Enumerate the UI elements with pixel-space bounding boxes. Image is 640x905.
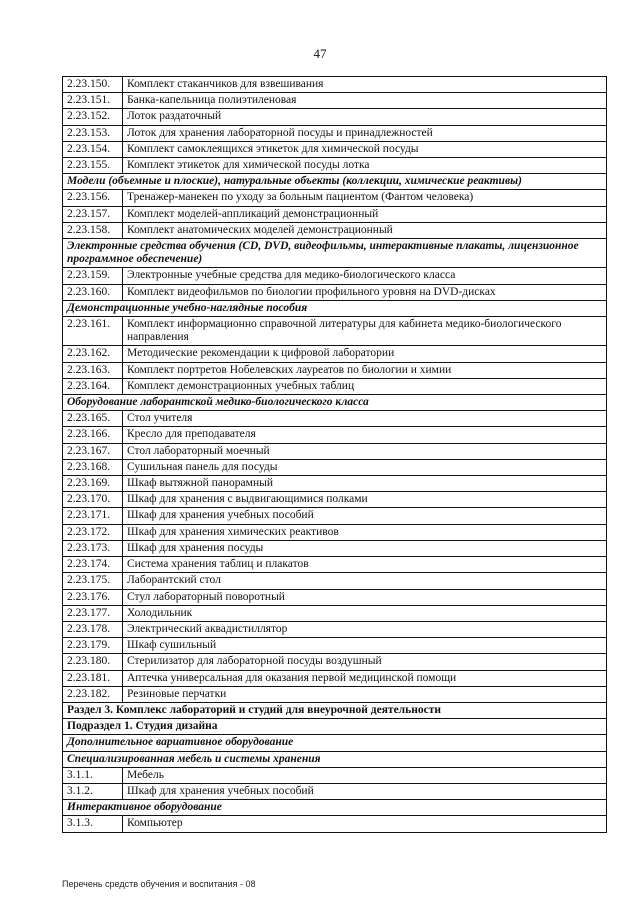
category-row — [63, 800, 607, 816]
table-row — [63, 783, 607, 799]
table-row — [63, 654, 607, 670]
table-row — [63, 411, 607, 427]
item-name: Комплект этикеток для химической посуды лотка — [123, 158, 607, 174]
item-name: Шкаф для хранения с выдвигающимися полками — [123, 492, 607, 508]
item-number: 2.23.182. — [63, 686, 123, 702]
item-number: 2.23.166. — [63, 427, 123, 443]
table-row — [63, 508, 607, 524]
item-name: Банка-капельница полиэтиленовая — [123, 93, 607, 109]
item-number: 2.23.150. — [63, 77, 123, 93]
item-number: 2.23.178. — [63, 621, 123, 637]
category-heading: Демонстрационные учебно-наглядные пособия — [63, 300, 607, 316]
item-name: Комплект портретов Нобелевских лауреатов по биологии и химии — [123, 362, 607, 378]
item-number: 3.1.1. — [63, 767, 123, 783]
item-number: 2.23.173. — [63, 540, 123, 556]
table-row — [63, 222, 607, 238]
item-name: Аптечка универсальная для оказания первой медицинской помощи — [123, 670, 607, 686]
table-row — [63, 443, 607, 459]
item-number: 2.23.158. — [63, 222, 123, 238]
item-number: 2.23.164. — [63, 378, 123, 394]
item-name: Лоток для хранения лабораторной посуды и принадлежностей — [123, 125, 607, 141]
category-row — [63, 300, 607, 316]
category-heading: Модели (объемные и плоские), натуральные объекты (коллекции, химические реактивы) — [63, 174, 607, 190]
item-name: Лоток раздаточный — [123, 109, 607, 125]
category-heading: Оборудование лаборантской медико-биологического класса — [63, 395, 607, 411]
category-row — [63, 735, 607, 751]
item-name: Мебель — [123, 767, 607, 783]
table-row — [63, 109, 607, 125]
item-number: 2.23.168. — [63, 459, 123, 475]
item-number: 2.23.180. — [63, 654, 123, 670]
item-number: 2.23.165. — [63, 411, 123, 427]
item-name: Тренажер-манекен по уходу за больным пациентом (Фантом человека) — [123, 190, 607, 206]
item-number: 2.23.160. — [63, 284, 123, 300]
item-name: Холодильник — [123, 605, 607, 621]
table-row — [63, 621, 607, 637]
item-name: Комплект информационно справочной литературы для кабинета медико-биологического направления — [123, 317, 607, 346]
section-heading-row — [63, 719, 607, 735]
item-name: Система хранения таблиц и плакатов — [123, 557, 607, 573]
item-name: Шкаф для хранения химических реактивов — [123, 524, 607, 540]
item-name: Шкаф для хранения учебных пособий — [123, 508, 607, 524]
table-row — [63, 492, 607, 508]
item-name: Стол лабораторный моечный — [123, 443, 607, 459]
item-name: Стерилизатор для лабораторной посуды воздушный — [123, 654, 607, 670]
item-number: 2.23.157. — [63, 206, 123, 222]
category-heading: Специализированная мебель и системы хранения — [63, 751, 607, 767]
category-heading: Интерактивное оборудование — [63, 800, 607, 816]
equipment-table — [62, 76, 607, 833]
item-number: 2.23.175. — [63, 573, 123, 589]
item-number: 2.23.167. — [63, 443, 123, 459]
item-number: 2.23.162. — [63, 346, 123, 362]
item-name: Шкаф для хранения посуды — [123, 540, 607, 556]
item-name: Сушильная панель для посуды — [123, 459, 607, 475]
item-name: Комплект демонстрационных учебных таблиц — [123, 378, 607, 394]
item-number: 2.23.177. — [63, 605, 123, 621]
table-row — [63, 206, 607, 222]
section-heading: Подраздел 1. Студия дизайна — [63, 719, 607, 735]
item-number: 2.23.155. — [63, 158, 123, 174]
item-name: Комплект моделей-аппликаций демонстрационный — [123, 206, 607, 222]
item-number: 2.23.172. — [63, 524, 123, 540]
item-number: 2.23.179. — [63, 638, 123, 654]
table-row — [63, 317, 607, 346]
table-row — [63, 362, 607, 378]
table-row — [63, 767, 607, 783]
item-number: 2.23.169. — [63, 476, 123, 492]
table-row — [63, 378, 607, 394]
item-number: 2.23.163. — [63, 362, 123, 378]
category-heading: Дополнительное вариативное оборудование — [63, 735, 607, 751]
table-row — [63, 816, 607, 832]
item-name: Шкаф сушильный — [123, 638, 607, 654]
item-number: 2.23.159. — [63, 268, 123, 284]
item-number: 2.23.171. — [63, 508, 123, 524]
item-name: Комплект стаканчиков для взвешивания — [123, 77, 607, 93]
item-number: 2.23.161. — [63, 317, 123, 346]
category-row — [63, 174, 607, 190]
item-number: 2.23.153. — [63, 125, 123, 141]
item-number: 2.23.181. — [63, 670, 123, 686]
page-number: 47 — [313, 46, 327, 61]
item-name: Стул лабораторный поворотный — [123, 589, 607, 605]
table-row — [63, 524, 607, 540]
item-name: Электронные учебные средства для медико-биологического класса — [123, 268, 607, 284]
table-row — [63, 459, 607, 475]
table-row — [63, 686, 607, 702]
section-heading-row — [63, 702, 607, 718]
item-number: 2.23.156. — [63, 190, 123, 206]
table-row — [63, 190, 607, 206]
table-row — [63, 158, 607, 174]
item-name: Электрический аквадистиллятор — [123, 621, 607, 637]
category-row — [63, 395, 607, 411]
equipment-table-body — [63, 77, 607, 833]
table-row — [63, 284, 607, 300]
item-name: Стол учителя — [123, 411, 607, 427]
item-name: Шкаф для хранения учебных пособий — [123, 783, 607, 799]
category-heading: Электронные средства обучения (CD, DVD, видеофильмы, интерактивные плакаты, лицензионное программное обеспечение) — [63, 239, 607, 268]
table-row — [63, 346, 607, 362]
table-row — [63, 540, 607, 556]
item-name: Комплект анатомических моделей демонстрационный — [123, 222, 607, 238]
table-row — [63, 589, 607, 605]
table-row — [63, 573, 607, 589]
item-number: 2.23.170. — [63, 492, 123, 508]
item-number: 2.23.151. — [63, 93, 123, 109]
section-heading: Раздел 3. Комплекс лабораторий и студий для внеурочной деятельности — [63, 702, 607, 718]
item-name: Комплект видеофильмов по биологии профильного уровня на DVD-дисках — [123, 284, 607, 300]
item-name: Резиновые перчатки — [123, 686, 607, 702]
item-number: 2.23.154. — [63, 141, 123, 157]
item-name: Комплект самоклеящихся этикеток для химической посуды — [123, 141, 607, 157]
item-number: 3.1.3. — [63, 816, 123, 832]
table-row — [63, 268, 607, 284]
item-name: Лаборантский стол — [123, 573, 607, 589]
item-number: 2.23.152. — [63, 109, 123, 125]
table-row — [63, 638, 607, 654]
item-number: 2.23.176. — [63, 589, 123, 605]
item-name: Методические рекомендации к цифровой лаборатории — [123, 346, 607, 362]
item-name: Кресло для преподавателя — [123, 427, 607, 443]
table-row — [63, 670, 607, 686]
table-row — [63, 141, 607, 157]
page-footer: Перечень средств обучения и воспитания - 08 — [62, 879, 256, 889]
category-row — [63, 751, 607, 767]
table-row — [63, 427, 607, 443]
table-row — [63, 476, 607, 492]
table-row — [63, 93, 607, 109]
table-row — [63, 77, 607, 93]
item-name: Шкаф вытяжной панорамный — [123, 476, 607, 492]
item-name: Компьютер — [123, 816, 607, 832]
table-row — [63, 605, 607, 621]
table-row — [63, 125, 607, 141]
category-row — [63, 239, 607, 268]
item-number: 2.23.174. — [63, 557, 123, 573]
table-row — [63, 557, 607, 573]
item-number: 3.1.2. — [63, 783, 123, 799]
